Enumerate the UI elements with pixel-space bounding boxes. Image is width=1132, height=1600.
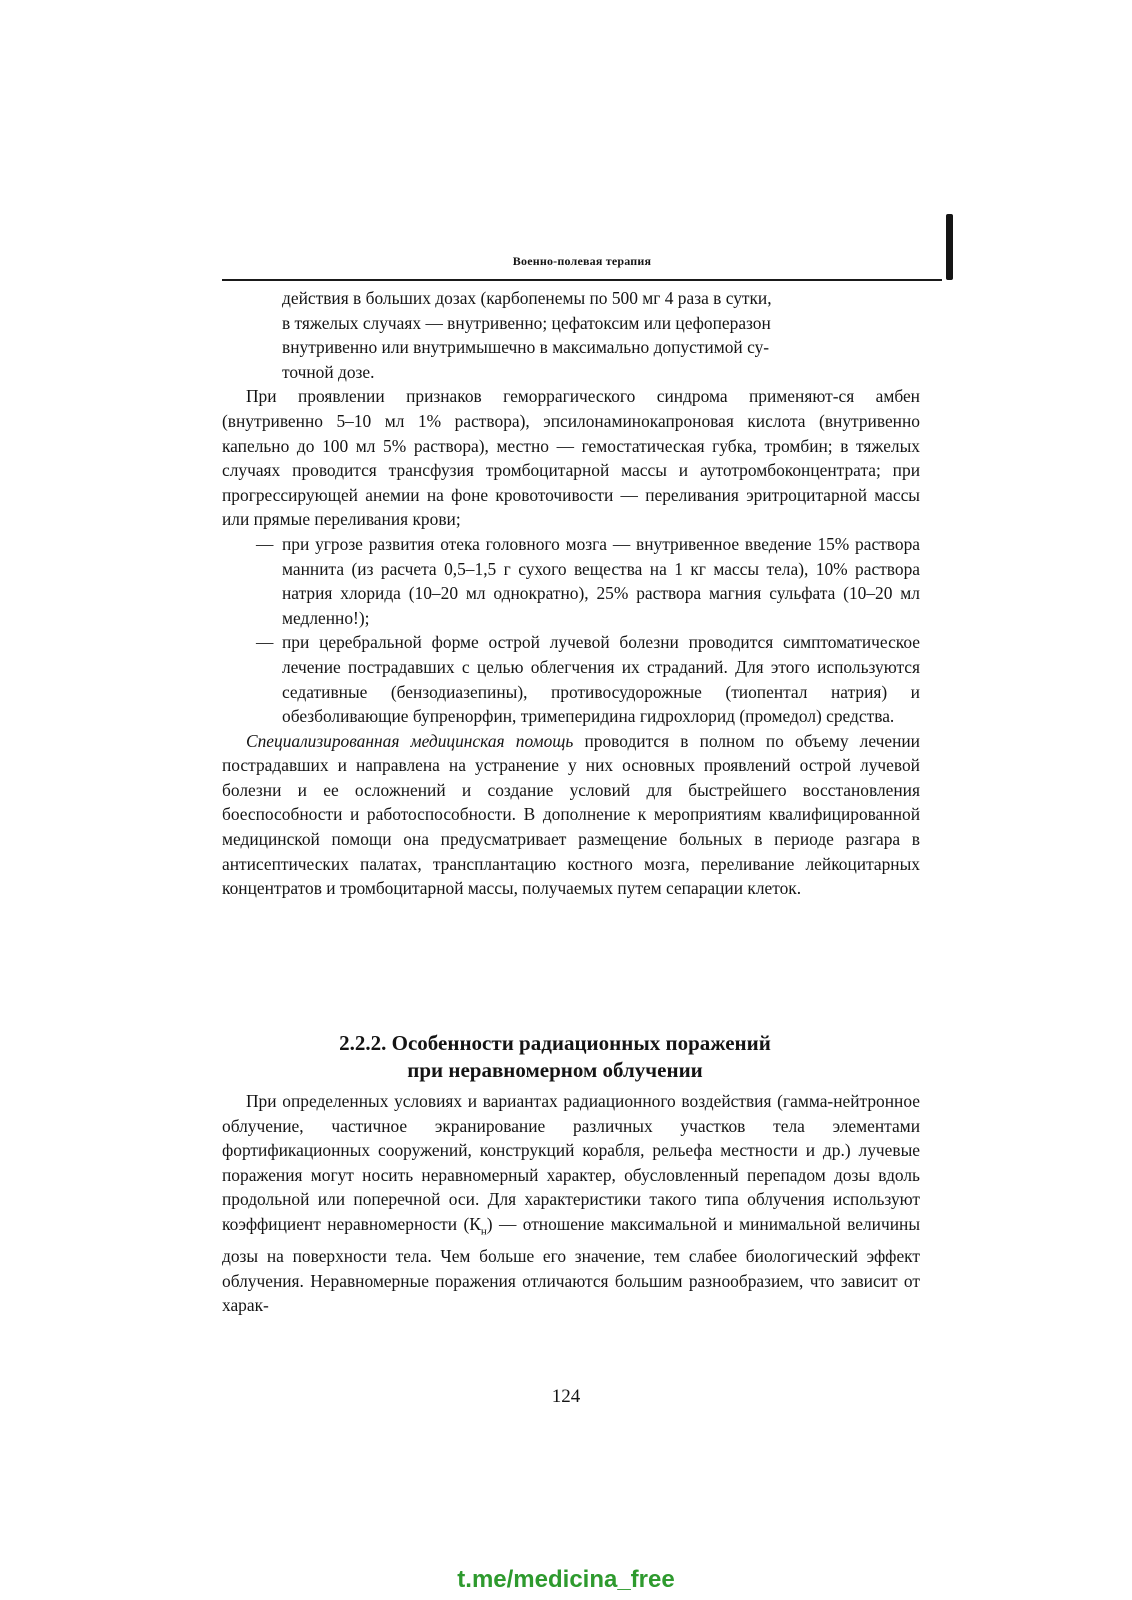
continuation-line: точной дозе. <box>282 361 375 382</box>
section-heading-line: при неравномерном облучении <box>407 1058 703 1082</box>
dash-item-text: при церебральной форме острой лучевой болезни проводится симптоматическое лечение пострадавших с целью облегчения их страданий. Для этого используются седативные (бензодиазепины), противосудорожные (тиопентал натрия) и обезболивающие бупренорфин, тримеперидина гидрохлорид (промедол) средства. <box>282 632 920 727</box>
dash-marker: — <box>256 533 274 554</box>
paragraph-hemorrhagic: При проявлении признаков геморрагического синдрома применяют-ся амбен (внутривенно 5–10 мл 1% раствора), эпсилонаминокапроновая кислота (внутривенно капельно до 100 мл 5% раствора), местно — гемостатическая губка, тромбин; в тяжелых случаях проводится трансфузия тромбоцитарной массы и аутотромбоконцентрата; при прогрессирующей анемии на фоне кровоточивости — переливания эритроцитарной массы или прямые переливания крови; <box>222 386 920 530</box>
paragraph-nonuniform <box>222 1089 920 1318</box>
section-heading <box>250 1030 860 1084</box>
section-heading-line: 2.2.2. Особенности радиационных поражений <box>339 1031 771 1055</box>
paragraph-text: ) — отношение максимальной и минимальной величины дозы на поверхности тела. Чем больше его значение, тем слабее биологический эффект облучения. Неравномерные поражения отличаются большим разнообразием, что зависит от харак- <box>222 1213 920 1316</box>
subscript: н <box>480 1225 487 1238</box>
page-number: 124 <box>551 1386 581 1407</box>
dash-item-text: при угрозе развития отека головного мозга — внутривенное введение 15% раствора маннита (из расчета 0,5–1,5 г сухого вещества на 1 кг массы тела), 10% раствора натрия хлорида (10–20 мл однократно), 25% раствора магния сульфата (10–20 мл медленно!); <box>282 533 920 628</box>
dash-list-item <box>222 630 920 728</box>
italic-lead-phrase: Специализированная медицинская помощь <box>246 730 574 751</box>
paragraph-specialized <box>222 729 920 901</box>
continuation-line: внутривенно или внутримышечно в максимально допустимой су- <box>282 337 770 358</box>
scan-edge-mark <box>946 214 953 280</box>
dash-marker: — <box>256 632 274 653</box>
section-text-block <box>222 1089 920 1318</box>
running-header: Военно-полевая терапия <box>512 254 652 268</box>
dash-list-item <box>222 532 920 630</box>
footer-link[interactable]: t.me/medicina_free <box>457 1566 675 1593</box>
paragraph-text: проводится в полном по объему лечении пострадавших и направлена на устранение у них основных проявлений острой лучевой болезни и ее осложнений и создание условий для быстрейшего восстановления боеспособности и работоспособности. В дополнение к мероприятиям квалифицированной медицинской помощи она предусматривает размещение больных в периоде разгара в антисептических палатах, трансплантацию костного мозга, переливание лейкоцитарных концентратов и тромбоцитарной массы, получаемых путем сепарации клеток. <box>222 730 920 899</box>
continuation-line: действия в больших дозах (карбопенемы по 500 мг 4 раза в сутки, <box>282 288 772 308</box>
upper-text-block <box>222 286 920 901</box>
continuation-line: в тяжелых случаях — внутривенно; цефатоксим или цефоперазон <box>282 312 771 333</box>
header-rule <box>222 279 942 281</box>
paragraph-text: При определенных условиях и вариантах радиационного воздействия (гамма-нейтронное облучение, частичное экранирование различных участков тела элементами фортификационных сооружений, конструкций корабля, рельефа местности и др.) лучевые поражения могут носить неравномерный характер, обусловленный перепадом дозы вдоль продольной или поперечной оси. Для характеристики такого типа облучения используют коэффициент неравномерности (К <box>222 1091 920 1234</box>
